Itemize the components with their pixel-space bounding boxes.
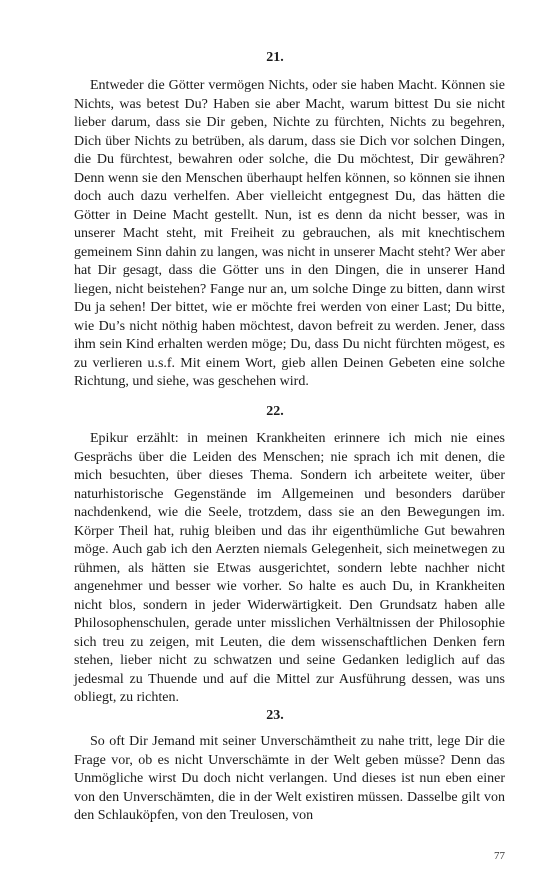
section-heading: 23. <box>266 708 284 723</box>
section-paragraph: So oft Dir Jemand mit seiner Unverschämtheit zu nahe tritt, lege Dir die Frage vor, ob es nicht Unverschämte in der Welt geben müsse? Denn das Unmögliche wirst Du doch nicht verlangen. Und dieses ist nun eben einer von den Unverschämten, die in der Welt existiren müssen. Dasselbe gilt von den Schlauköpfen, von den Treulosen, von <box>74 734 505 823</box>
section-paragraph: Epikur erzählt: in meinen Krankheiten erinnere ich mich nie eines Gesprächs über die Leiden des Menschen; nie sprach ich mit denen, die mich besuchten, über dieses Thema. Sondern ich arbeitete weiter, über naturhistorische Gegenstände im Allgemeinen und besonders darüber nachdenkend, wie die Seele, trotzdem, dass sie an den Bewegungen im. Körper Theil hat, ruhig bleiben und das ihr eigenthümliche Gut bewahren möge. Auch gab ich den Aerzten niemals Gelegenheit, sich meinetwegen zu rühmen, als hätten sie Etwas ausgerichtet, sondern lebte nachher nicht angenehmer und besser wie vorher. So halte es auch Du, in Krankheiten nicht blos, sondern in jeder Widerwärtigkeit. Den Grundsatz haben alle Philosophenschulen, gerade unter misslichen Verhältnissen der Philosophie sich treu zu zeigen, mit Leuten, die dem wissenschaftlichen Denken fern stehen, lieber nicht zu schwatzen und seine Gedanken lediglich auf das jedesmal zu Thuende und auf die Mittel zur Ausführung dessen, was uns obliegt, zu richten. <box>74 431 505 705</box>
section-heading: 22. <box>266 404 284 419</box>
section-heading: 21. <box>266 50 284 65</box>
section-paragraph: Entweder die Götter vermögen Nichts, oder sie haben Macht. Können sie Nichts, was betest Du? Haben sie aber Macht, warum bittest Du sie nicht lieber darum, dass sie Dir geben, Nichte zu fürchten, Nichts zu begehren, Dich über Nichts zu betrüben, als darum, dass sie Dich vor solchen Dingen, die Du fürchtest, bewahren oder solche, die Du möchtest, Dir gewähren? Denn wenn sie den Menschen überhaupt helfen können, so können sie ihnen doch auch dazu verhelfen. Aber vielleicht entgegnest Du, das hätten die Götter in Deine Macht gestellt. Nun, ist es denn da nicht besser, was in unserer Macht steht, mit Freiheit zu gebrauchen, als mit knechtischem gemeinem Sinn dahin zu langen, was nicht in unserer Macht steht? Wer aber hat Dir gesagt, dass die Götter uns in den Dingen, die in unserer Hand liegen, nicht beistehen? Fange nur an, um solche Dinge zu bitten, dann wirst Du ja sehen! Der bittet, wie er möchte frei werden von einer Last; Du bitte, wie Du’s nicht nöthig haben möchtest, davon befreit zu werden. Jener, dass ihm sein Kind erhalten werden möge; Du, dass Du nicht fürchten mögest, es zu verlieren u.s.f. Mit einem Wort, gieb allen Deinen Gebeten eine solche Richtung, und siehe, was geschehen wird. <box>74 78 505 389</box>
page-number: 77 <box>494 850 505 862</box>
